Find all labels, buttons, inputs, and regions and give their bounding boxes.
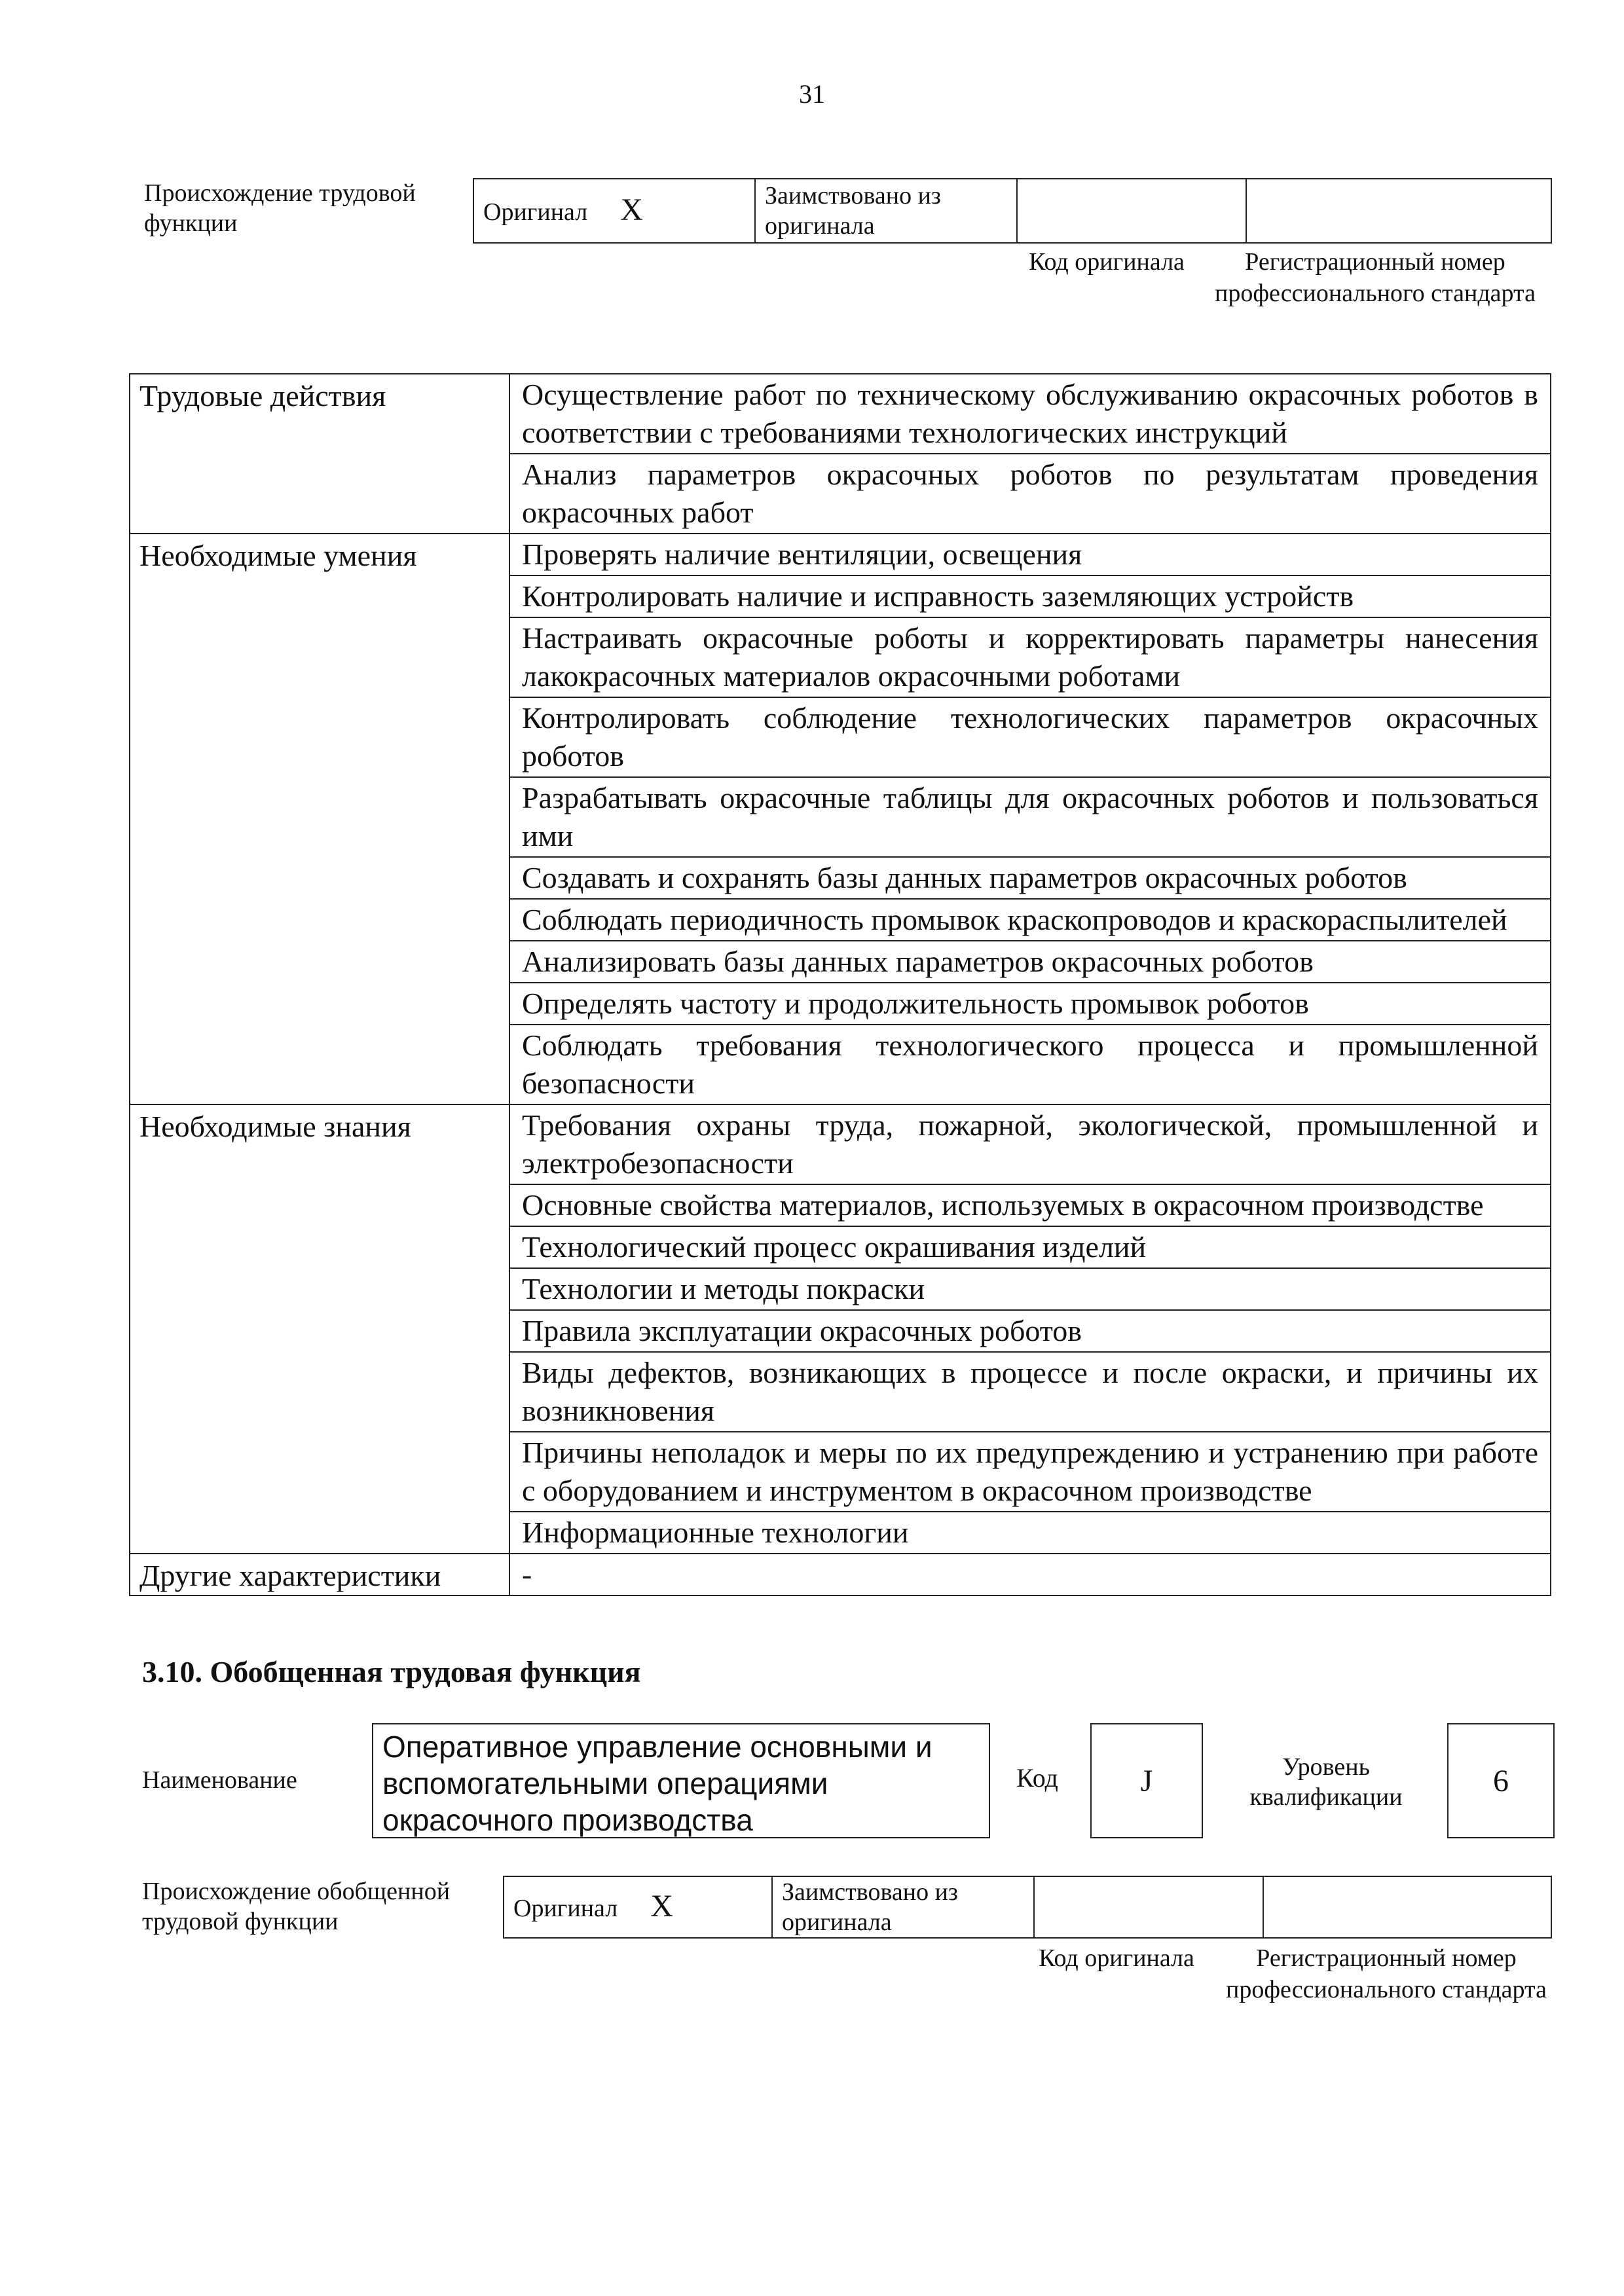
item-cell: Анализ параметров окрасочных роботов по результатам проведения окрасочных работ <box>509 454 1551 534</box>
item-cell: Соблюдать требования технологического процесса и промышленной безопасности <box>509 1025 1551 1104</box>
table-row <box>130 534 1551 575</box>
item-cell: Проверять наличие вентиляции, освещения <box>509 534 1551 575</box>
name-value: Оперативное управление основными и вспомогательными операциями окрасочного производства <box>382 1730 932 1837</box>
item-cell: Осуществление работ по техническому обслуживанию окрасочных роботов в соответствии с требованиями технологических инструкций <box>509 374 1551 454</box>
section-heading: 3.10. Обобщенная трудовая функция <box>142 1655 641 1688</box>
category-cell: Трудовые действия <box>130 374 509 534</box>
item-cell: - <box>509 1554 1551 1595</box>
item-cell: Анализировать базы данных параметров окрасочных роботов <box>509 941 1551 983</box>
item-cell: Технологический процесс окрашивания изделий <box>509 1226 1551 1268</box>
category-cell: Необходимые знания <box>130 1104 509 1554</box>
item-cell: Определять частоту и продолжительность промывок роботов <box>509 983 1551 1025</box>
item-cell: Разрабатывать окрасочные таблицы для окрасочных роботов и пользоваться ими <box>509 777 1551 857</box>
code-value: J <box>1090 1723 1203 1838</box>
table-row <box>130 1554 1551 1595</box>
item-cell: Требования охраны труда, пожарной, экологической, промышленной и электробезопасности <box>509 1104 1551 1184</box>
item-cell: Контролировать соблюдение технологических параметров окрасочных роботов <box>509 697 1551 777</box>
code-label: Код <box>1016 1763 1058 1793</box>
reg-number-caption: Регистрационный номер профессионального стандарта <box>1215 248 1536 307</box>
original-label-2: Оригинал <box>513 1894 618 1922</box>
origin-table <box>473 178 1552 244</box>
original-cell-2 <box>504 1876 772 1938</box>
table-row <box>130 374 1551 454</box>
item-cell: Настраивать окрасочные роботы и корректировать параметры нанесения лакокрасочных материалов окрасочными роботами <box>509 617 1551 697</box>
name-label: Наименование <box>142 1766 297 1794</box>
item-cell: Технологии и методы покраски <box>509 1268 1551 1310</box>
origin-table-2 <box>503 1876 1552 1939</box>
code-original-caption: Код оригинала <box>1029 248 1185 276</box>
item-cell: Информационные технологии <box>509 1512 1551 1554</box>
category-cell: Необходимые умения <box>130 534 509 1104</box>
item-cell: Контролировать наличие и исправность заземляющих устройств <box>509 575 1551 617</box>
level-value: 6 <box>1447 1723 1555 1838</box>
code-original-cell-2 <box>1034 1876 1263 1938</box>
reg-number-caption-2: Регистрационный номер профессионального стандарта <box>1226 1944 1547 2003</box>
item-cell: Соблюдать периодичность промывок краскопроводов и краскораспылителей <box>509 899 1551 941</box>
code-original-cell <box>1017 179 1246 243</box>
reg-number-cell <box>1246 179 1551 243</box>
original-cell <box>473 179 755 243</box>
reg-number-cell-2 <box>1263 1876 1551 1938</box>
borrowed-label: Заимствовано из оригинала <box>755 179 1017 243</box>
original-label: Оригинал <box>483 198 588 226</box>
borrowed-label-2: Заимствовано из оригинала <box>772 1876 1034 1938</box>
level-label: Уровень квалификации <box>1249 1753 1403 1811</box>
item-cell: Причины неполадок и меры по их предупреждению и устранению при работе с оборудованием и инструментом в окрасочном производстве <box>509 1432 1551 1512</box>
table-row <box>130 1104 1551 1184</box>
name-box <box>372 1723 990 1838</box>
item-cell: Основные свойства материалов, используемых в окрасочном производстве <box>509 1184 1551 1226</box>
category-cell: Другие характеристики <box>130 1554 509 1595</box>
item-cell: Правила эксплуатации окрасочных роботов <box>509 1310 1551 1352</box>
original-mark: X <box>620 192 643 227</box>
origin-label: Происхождение трудовой функции <box>144 179 416 237</box>
labor-function-table <box>129 373 1551 1596</box>
code-original-caption-2: Код оригинала <box>1039 1944 1194 1972</box>
origin-label-2: Происхождение обобщенной трудовой функции <box>142 1878 451 1935</box>
original-mark-2: X <box>650 1888 673 1923</box>
item-cell: Создавать и сохранять базы данных параметров окрасочных роботов <box>509 857 1551 899</box>
item-cell: Виды дефектов, возникающих в процессе и после окраски, и причины их возникновения <box>509 1352 1551 1432</box>
page-number: 31 <box>799 79 825 109</box>
